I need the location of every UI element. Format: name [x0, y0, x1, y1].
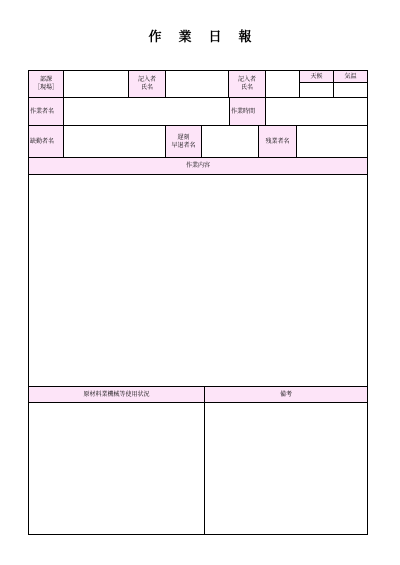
department-field[interactable]	[63, 70, 129, 98]
temperature-label: 気温	[333, 70, 368, 83]
recorder2-field[interactable]	[265, 70, 300, 98]
late-early-field[interactable]	[201, 125, 259, 158]
recorder2-label-line1: 記入者	[237, 76, 256, 83]
worker-names-label: 作業者名	[28, 97, 64, 126]
materials-header: 原材料業機械等使用状況	[28, 386, 205, 403]
late-label-line1: 遅刻	[177, 133, 190, 141]
recorder1-label-line1: 記入者	[137, 76, 156, 83]
recorder2-label	[228, 70, 266, 98]
worker-names-field[interactable]	[63, 97, 230, 126]
department-label-line2: ［現場］	[33, 84, 58, 91]
work-content-area[interactable]	[28, 174, 368, 387]
overtime-label: 残業者名	[258, 125, 297, 158]
remarks-area[interactable]	[204, 402, 368, 535]
work-content-header: 作業内容	[28, 157, 368, 175]
weather-field[interactable]	[299, 82, 334, 98]
absentees-field[interactable]	[63, 125, 166, 158]
late-early-label	[165, 125, 202, 158]
remarks-header: 備考	[204, 386, 368, 403]
department-label	[28, 70, 64, 98]
recorder1-label	[128, 70, 166, 98]
department-label-line1: 部課	[39, 76, 52, 83]
absentees-label: 缺勤者名	[28, 125, 64, 158]
weather-label: 天候	[299, 70, 334, 83]
late-label-line2: 早退者名	[171, 141, 196, 149]
materials-area[interactable]	[28, 402, 205, 535]
recorder2-label-line2: 氏名	[240, 84, 253, 91]
work-hours-field[interactable]	[265, 97, 368, 126]
recorder1-field[interactable]	[165, 70, 229, 98]
work-hours-label: 作業時間	[229, 97, 266, 126]
temperature-field[interactable]	[333, 82, 368, 98]
overtime-field[interactable]	[296, 125, 368, 158]
recorder1-label-line2: 氏名	[140, 84, 153, 91]
page-title: 作業日報	[148, 30, 269, 45]
